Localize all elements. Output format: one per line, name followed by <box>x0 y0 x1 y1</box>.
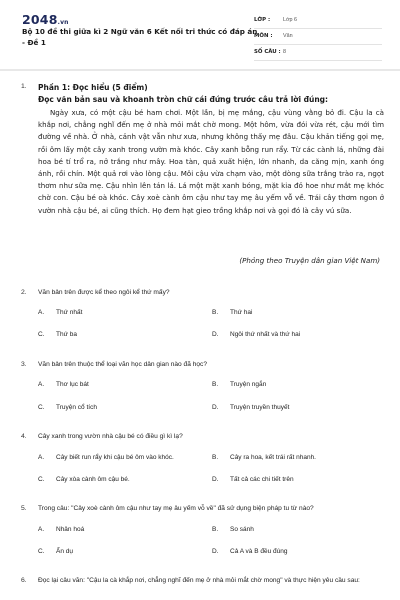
site-logo[interactable] <box>22 12 69 27</box>
question-number: 3. <box>21 361 27 368</box>
option-text: So sánh <box>230 526 254 533</box>
option-text: Nhân hoá <box>56 526 85 533</box>
question-number: 5. <box>21 505 27 512</box>
option-c[interactable] <box>38 476 130 483</box>
page-header <box>0 0 400 68</box>
reading-passage: Ngày xưa, có một cậu bé ham chơi. Một lần, bị mẹ mắng, cậu vùng vằng bỏ đi. Cậu la cà khắp nơi, chẳng nghĩ đến mẹ ở nhà mỏi mắt chờ mong. Một hôm, vừa đói vừa rét, cậu mới tìm đường về nhà. Ở nhà, cảnh vật vẫn như xưa, nhưng không thấy mẹ đâu. Cậu khản tiếng gọi mẹ, rồi ôm lấy một cây xanh trong vườn mà khóc. Cây xanh bỗng run rẩy. Từ các cành lá, những đài hoa bé tí trổ ra, nở trắng như mây. Hoa tàn, quả xuất hiện, lớn nhanh, da căng mịn, xanh óng ánh, rồi chín. Một quả rơi vào lòng cậu. Môi cậu vừa chạm vào, một dòng sữa trắng trào ra, ngọt thơm như sữa mẹ. Cậu nhìn lên tán lá. Lá một mặt xanh bóng, mặt kia đỏ hoe như mắt mẹ khóc chờ con. Cậu bé oà khóc. Cây xoè cành ôm cậu như tay mẹ âu yếm vỗ về. Trái cây thơm ngon ở vườn nhà cậu bé, ai cũng thích. Họ đem hạt gieo trồng khắp nơi và gọi đó là cây vú sữa. <box>38 108 384 215</box>
question-1-heading <box>38 82 378 106</box>
option-letter: B. <box>212 309 219 316</box>
part-title: Phần 1: Đọc hiểu (5 điểm) <box>38 83 148 92</box>
question-text: Đọc lại câu văn: "Cậu la cà khắp nơi, chẳng nghĩ đến mẹ ở nhà mỏi mắt chờ mong" và thực hiện yêu cầu sau: <box>38 577 360 584</box>
meta-key: MÔN : <box>254 33 273 39</box>
meta-row-class <box>254 13 382 29</box>
option-letter: C. <box>38 331 45 338</box>
question-number: 6. <box>21 577 27 584</box>
option-text: Cả A và B đều đúng <box>230 548 288 555</box>
option-d[interactable] <box>212 476 294 483</box>
meta-value: Văn <box>283 33 293 39</box>
meta-value: Lớp 6 <box>283 17 298 23</box>
logo-suffix: .vn <box>57 19 69 26</box>
page-title: Bộ 10 đề thi giữa kì 2 Ngữ văn 6 Kết nối tri thức có đáp án - Đề 1 <box>22 27 258 47</box>
meta-value: 8 <box>283 49 286 55</box>
option-letter: B. <box>212 381 219 388</box>
question-number: 2. <box>21 289 27 296</box>
option-b[interactable] <box>212 526 254 533</box>
option-d[interactable] <box>212 404 289 411</box>
option-a[interactable] <box>38 381 89 388</box>
passage-source: (Phỏng theo Truyện dân gian Việt Nam) <box>239 256 380 265</box>
option-a[interactable] <box>38 309 82 316</box>
option-letter: D. <box>212 476 219 483</box>
question-number: 1. <box>21 83 27 90</box>
meta-key: LỚP : <box>254 17 271 23</box>
option-d[interactable] <box>212 331 300 338</box>
option-d[interactable] <box>212 548 287 555</box>
option-letter: A. <box>38 526 45 533</box>
question-text: Trong câu: "Cây xoè cành ôm cậu như tay mẹ âu yếm vỗ về" đã sử dụng biện pháp tu từ nào? <box>38 505 314 512</box>
option-b[interactable] <box>212 309 252 316</box>
option-text: Thứ ba <box>56 331 77 338</box>
option-c[interactable] <box>38 331 77 338</box>
question-text: Văn bản trên được kể theo ngôi kể thứ mấy? <box>38 289 170 296</box>
option-text: Cây xòa cành ôm cậu bé. <box>56 476 130 483</box>
option-text: Truyện truyền thuyết <box>230 404 290 411</box>
reading-instruction: Đọc văn bản sau và khoanh tròn chữ cái đứng trước câu trả lời đúng: <box>38 95 329 104</box>
option-letter: B. <box>212 526 219 533</box>
option-text: Thơ lục bát <box>56 381 89 388</box>
logo-text: 2048 <box>22 12 58 27</box>
option-c[interactable] <box>38 404 97 411</box>
option-text: Thứ hai <box>230 309 253 316</box>
header-divider <box>0 69 400 71</box>
option-text: Thứ nhất <box>56 309 83 316</box>
question-text: Cây xanh trong vườn nhà cậu bé có điều gì kì lạ? <box>38 433 183 440</box>
option-a[interactable] <box>38 526 84 533</box>
option-letter: C. <box>38 404 45 411</box>
option-letter: A. <box>38 309 45 316</box>
option-letter: D. <box>212 404 219 411</box>
meta-key: SỐ CÂU : <box>254 49 281 55</box>
option-c[interactable] <box>38 548 73 555</box>
option-letter: D. <box>212 331 219 338</box>
option-letter: D. <box>212 548 219 555</box>
meta-row-count <box>254 45 382 61</box>
question-number: 4. <box>21 433 27 440</box>
option-text: Truyện cổ tích <box>56 404 97 411</box>
option-text: Ngôi thứ nhất và thứ hai <box>230 331 301 338</box>
option-b[interactable] <box>212 381 266 388</box>
option-letter: A. <box>38 381 45 388</box>
option-a[interactable] <box>38 454 174 461</box>
option-text: Cây biết run rẩy khi cậu bé ôm vào khóc. <box>56 454 174 461</box>
option-letter: C. <box>38 548 45 555</box>
option-text: Truyện ngắn <box>230 381 267 388</box>
option-letter: A. <box>38 454 45 461</box>
option-text: Tất cả các chi tiết trên <box>230 476 294 483</box>
exam-meta <box>254 13 382 61</box>
option-text: Cây ra hoa, kết trái rất nhanh. <box>230 454 316 461</box>
meta-row-subject <box>254 29 382 45</box>
option-b[interactable] <box>212 454 316 461</box>
question-text: Văn bản trên thuộc thể loại văn học dân gian nào đã học? <box>38 361 208 368</box>
option-letter: C. <box>38 476 45 483</box>
option-text: Ẩn dụ <box>56 548 73 555</box>
option-letter: B. <box>212 454 219 461</box>
